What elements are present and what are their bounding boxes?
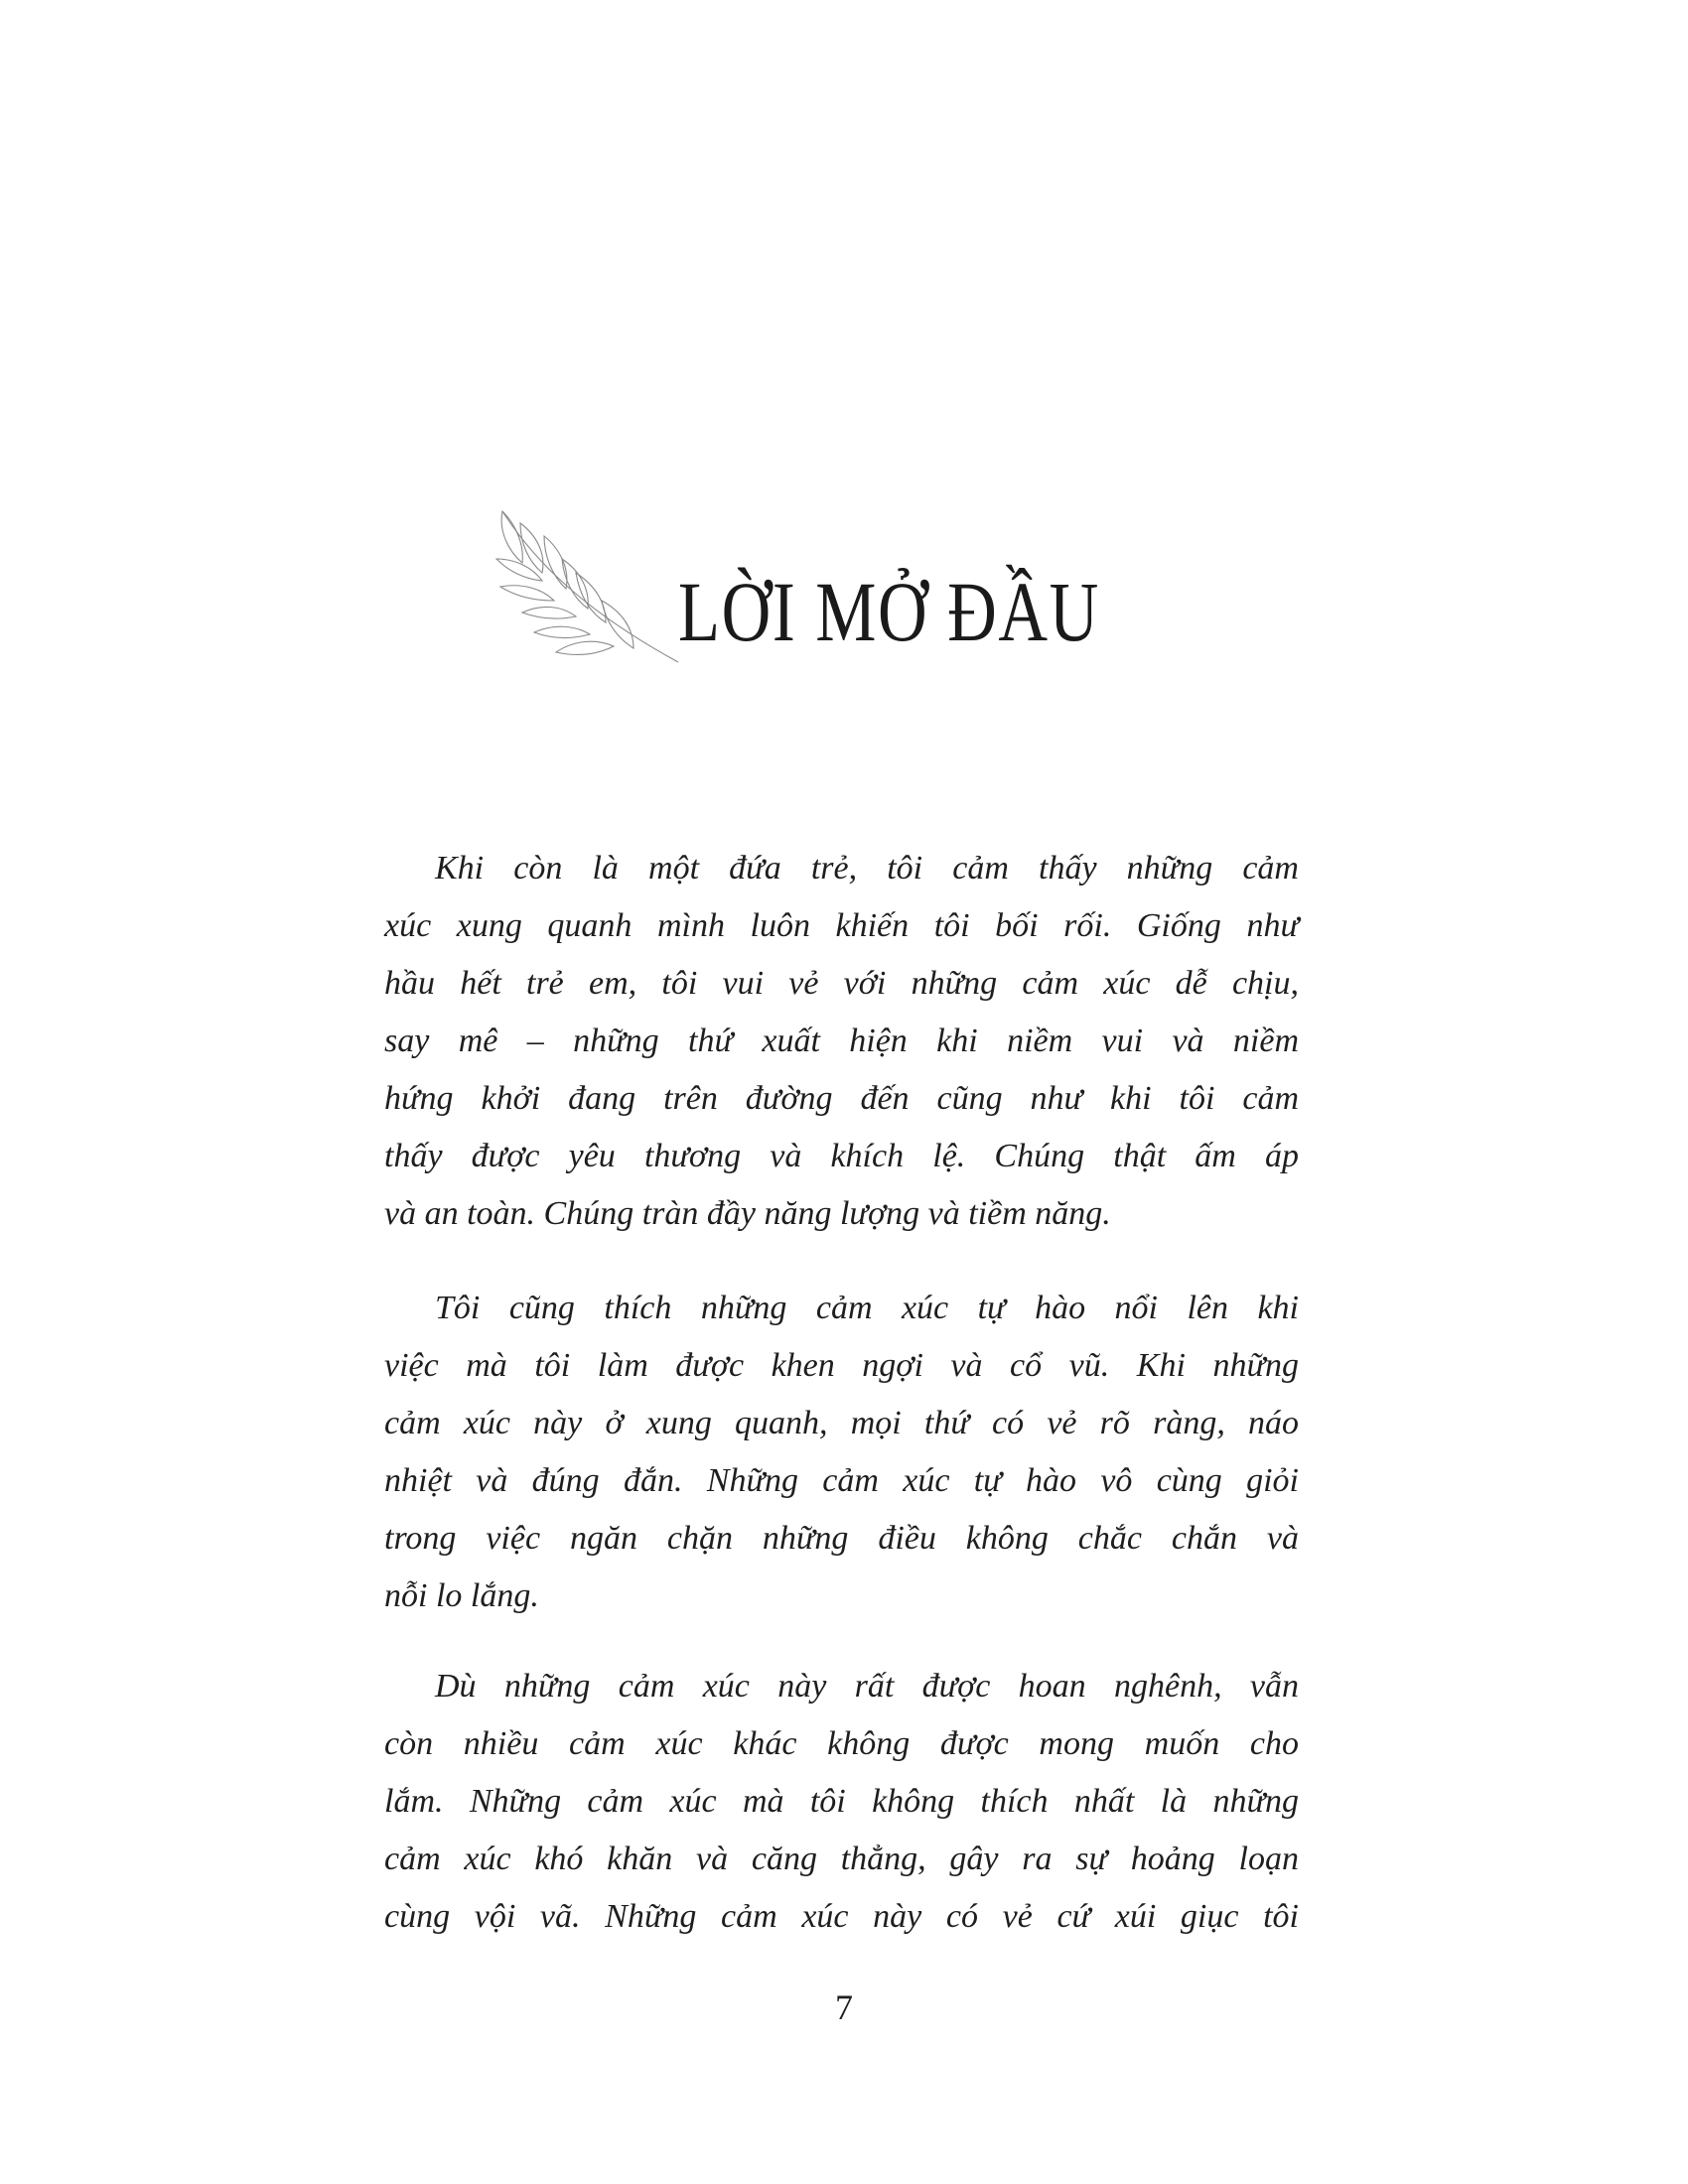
paragraph-2-line-1: Tôi cũng thích những cảm xúc tự hào nổi lên khi: [435, 1290, 1299, 1326]
page-number: 7: [835, 1987, 853, 2027]
paragraph-3-line-2: còn nhiều cảm xúc khác không được mong muốn cho: [384, 1725, 1299, 1762]
paragraph-3-line-1: Dù những cảm xúc này rất được hoan nghênh, vẫn: [435, 1668, 1299, 1705]
paragraph-2-line-2: việc mà tôi làm được khen ngợi và cổ vũ. Khi những: [384, 1347, 1299, 1384]
paragraph-1-line-3: hầu hết trẻ em, tôi vui vẻ với những cảm xúc dễ chịu,: [384, 965, 1299, 1002]
paragraph-1-line-4: say mê – những thứ xuất hiện khi niềm vui và niềm: [384, 1023, 1299, 1059]
chapter-title: LỜI MỞ ĐẦU: [678, 564, 1100, 659]
paragraph-1-line-1: Khi còn là một đứa trẻ, tôi cảm thấy những cảm: [435, 850, 1299, 887]
paragraph-3-line-5: cùng vội vã. Những cảm xúc này có vẻ cứ xúi giục tôi: [384, 1898, 1299, 1935]
paragraph-1-line-6: thấy được yêu thương và khích lệ. Chúng thật ấm áp: [384, 1138, 1299, 1174]
paragraph-2-line-6: nỗi lo lắng.: [384, 1577, 539, 1614]
paragraph-3-line-3: lắm. Những cảm xúc mà tôi không thích nhất là những: [384, 1783, 1299, 1820]
paragraph-2-line-3: cảm xúc này ở xung quanh, mọi thứ có vẻ rõ ràng, náo: [384, 1405, 1299, 1441]
paragraph-1-line-7: và an toàn. Chúng tràn đầy năng lượng và tiềm năng.: [384, 1195, 1111, 1232]
paragraph-1-line-2: xúc xung quanh mình luôn khiến tôi bối rối. Giống như: [384, 907, 1299, 944]
laurel-leaf-icon: [494, 501, 683, 670]
paragraph-2-line-4: nhiệt và đúng đắn. Những cảm xúc tự hào vô cùng giỏi: [384, 1462, 1299, 1499]
paragraph-3-line-4: cảm xúc khó khăn và căng thẳng, gây ra sự hoảng loạn: [384, 1841, 1299, 1877]
paragraph-2-line-5: trong việc ngăn chặn những điều không chắc chắn và: [384, 1520, 1299, 1557]
paragraph-1-line-5: hứng khởi đang trên đường đến cũng như khi tôi cảm: [384, 1080, 1299, 1117]
